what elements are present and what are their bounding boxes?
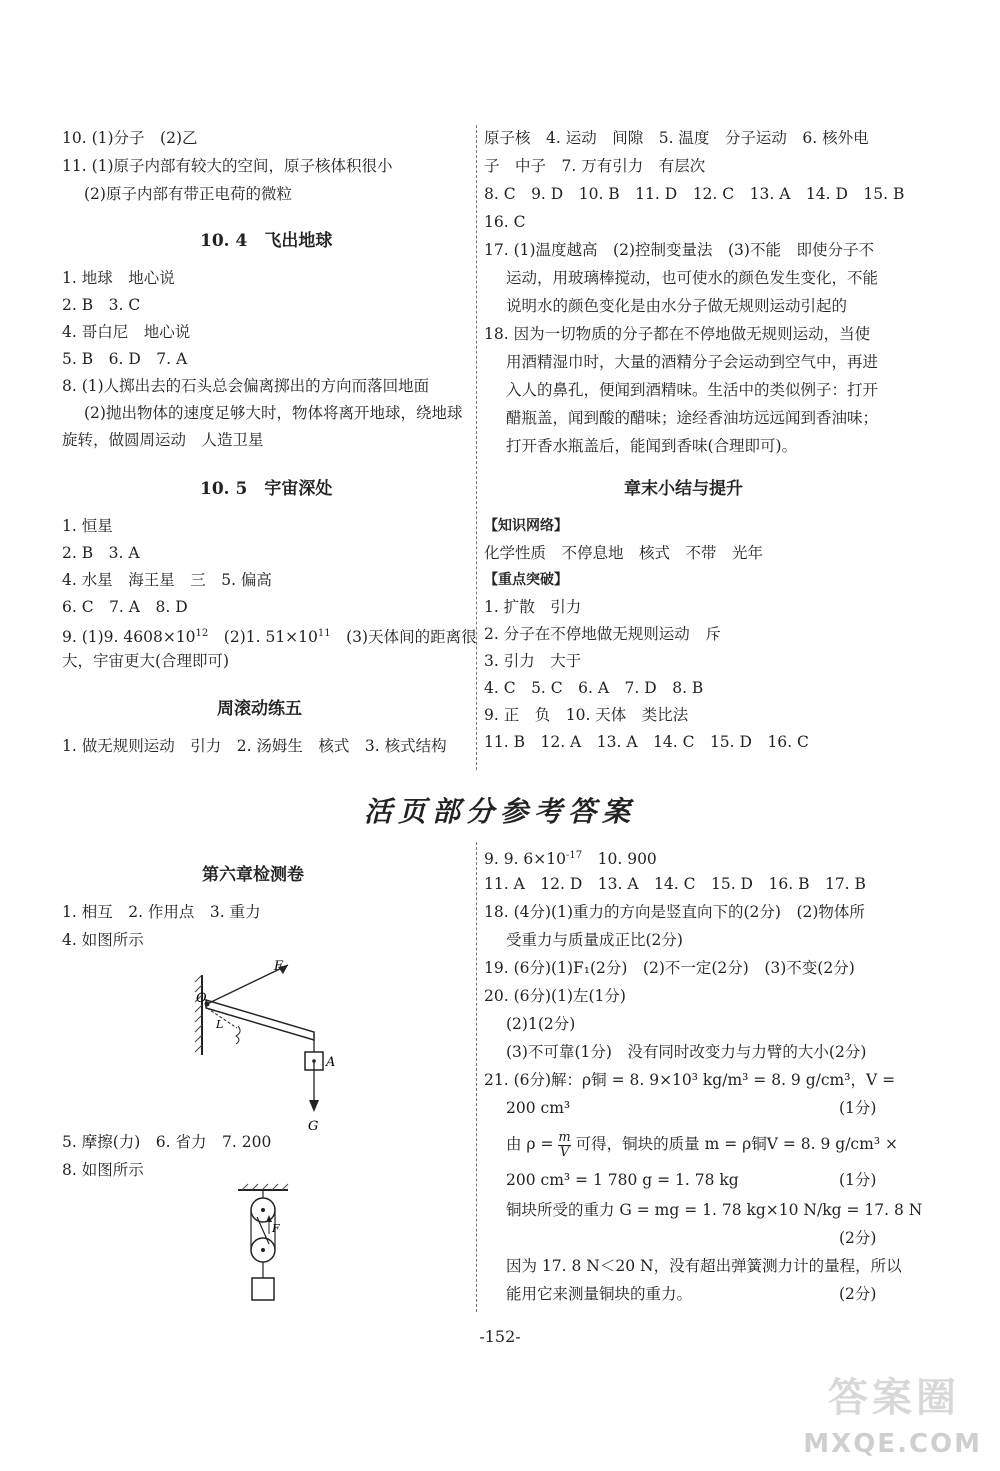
answer-line: 1. 相互 2. 作用点 3. 重力: [62, 903, 261, 921]
mass-over-volume-fraction: $\frac{m}{V}$: [558, 1129, 571, 1160]
bottom-left-column: [62, 860, 472, 1320]
answer-line-q9: 9. 9. $6\times 10^{-17}$ 10. 900: [484, 850, 657, 869]
answer-line: 5. 摩擦(力) 6. 省力 7. 200: [62, 1133, 272, 1151]
answer-line-density-formula: 由 ρ = $\frac{m}{V}$ 可得，铜块的质量 m = ρ铜V = 8. 9 g/cm³ ×: [506, 1129, 898, 1160]
score-note: (2分): [839, 1285, 877, 1303]
answer-line: 17. (1)温度越高 (2)控制变量法 (3)不能 即使分子不: [484, 241, 874, 259]
answer-line: 16. C: [484, 213, 526, 231]
top-left-column: [62, 128, 477, 768]
answer-line: 4. 哥白尼 地心说: [62, 323, 191, 341]
section-title-10-5: 10. 5 宇宙深处: [200, 479, 333, 499]
answer-line: 21. (6分)解：ρ铜 = 8. 9×10³ kg/m³ = 8. 9 g/cm³，V =: [484, 1071, 896, 1089]
answer-line: 说明水的颜色变化是由水分子做无规则运动引起的: [506, 297, 848, 315]
answer-line: 铜块所受的重力 G = mg = 1. 78 kg×10 N/kg = 17. 8 N: [506, 1201, 923, 1219]
answer-line: 8. (1)人掷出去的石头总会偏离掷出的方向而落回地面: [62, 377, 430, 395]
score-note: (1分): [839, 1099, 877, 1117]
answer-line: 1. 地球 地心说: [62, 269, 175, 287]
knowledge-network-label: 【知识网络】: [484, 518, 568, 534]
answer-line: (3)不可靠(1分) 没有同时改变力与力臂的大小(2分): [506, 1043, 867, 1061]
section-title-summary: 章末小结与提升: [624, 479, 743, 499]
answer-line: 用酒精湿巾时，大量的酒精分子会运动到空气中，再进: [506, 353, 879, 371]
answer-line: (2)原子内部有带正电荷的微粒: [84, 185, 292, 203]
answer-line: 11. (1)原子内部有较大的空间，原子核体积很小: [62, 157, 393, 175]
lever-diagram: [192, 960, 362, 1140]
answer-line: (2)抛出物体的速度足够大时，物体将离开地球，绕地球: [84, 404, 463, 422]
answer-line: 醋瓶盖，闻到酸的醋味；途经香油坊远远闻到香油味；: [506, 409, 879, 427]
answer-line: (2)1(2分): [506, 1015, 576, 1033]
answer-line: 5. B 6. D 7. A: [62, 350, 188, 368]
answer-line: 大，宇宙更大(合理即可): [62, 652, 230, 670]
pivot-label-o: O: [196, 991, 207, 1006]
score-note: (1分): [839, 1171, 877, 1189]
answer-line: 1. 做无规则运动 引力 2. 汤姆生 核式 3. 核式结构: [62, 737, 447, 755]
section-title-chapter6-test: 第六章检测卷: [202, 865, 304, 885]
answer-line-q9: 9. (1)9. $4608\times 10^{12}$ (2)1. $51\times 10^{11}$ (3)天体间的距离很: [62, 628, 477, 647]
watermark-logo: 答案圈: [828, 1375, 960, 1421]
answer-line: 旋转，做圆周运动 人造卫星: [62, 431, 264, 449]
answer-line: 11. A 12. D 13. A 14. C 15. D 16. B 17. B: [484, 875, 866, 893]
answer-line: 受重力与质量成正比(2分): [506, 931, 683, 949]
answer-line: 200 cm³: [506, 1099, 571, 1117]
answer-line: 200 cm³ = 1 780 g = 1. 78 kg: [506, 1171, 739, 1189]
column-divider: [476, 842, 477, 1312]
answer-line: 1. 恒星: [62, 517, 113, 535]
answer-line: 能用它来测量铜块的重力。: [506, 1285, 693, 1303]
key-breakthrough-label: 【重点突破】: [484, 572, 568, 588]
answer-line: 子 中子 7. 万有引力 有层次: [484, 157, 706, 175]
arm-label-l: L: [216, 1018, 224, 1031]
top-right-column: [484, 128, 904, 768]
answer-line: 原子核 4. 运动 间隙 5. 温度 分子运动 6. 核外电: [484, 129, 869, 147]
answer-line: 打开香水瓶盖后，能闻到香味(合理即可)。: [506, 437, 798, 455]
column-divider: [476, 125, 477, 770]
answer-line: 8. C 9. D 10. B 11. D 12. C 13. A 14. D 15. B: [484, 185, 905, 203]
answer-line: 化学性质 不停息地 核式 不带 光年: [484, 544, 764, 562]
bottom-right-column: [484, 846, 923, 1316]
answer-line: 2. B 3. A: [62, 544, 140, 562]
score-note: (2分): [839, 1229, 877, 1247]
answer-line: 18. (4分)(1)重力的方向是竖直向下的(2分) (2)物体所: [484, 903, 865, 921]
answer-line: 因为 17. 8 N＜20 N，没有超出弹簧测力计的量程，所以: [506, 1257, 902, 1275]
page-number: -152-: [479, 1327, 521, 1346]
answer-line: 11. B 12. A 13. A 14. C 15. D 16. C: [484, 733, 809, 751]
answer-line: 10. (1)分子 (2)乙: [62, 129, 198, 147]
answer-line: 4. 如图所示: [62, 931, 144, 949]
section-big-title: 活页部分参考答案: [363, 795, 636, 828]
section-title-10-4: 10. 4 飞出地球: [200, 231, 333, 251]
answer-line: 运动，用玻璃棒搅动，也可使水的颜色发生变化，不能: [506, 269, 879, 287]
block-label-a: A: [326, 1055, 336, 1070]
force-label-f: F: [274, 960, 284, 974]
answer-line: 2. B 3. C: [62, 296, 141, 314]
watermark-url: MXQE.COM: [803, 1429, 982, 1459]
answer-line: 9. 正 负 10. 天体 类比法: [484, 706, 689, 724]
answer-line: 20. (6分)(1)左(1分): [484, 987, 626, 1005]
answer-line: 2. 分子在不停地做无规则运动 斥: [484, 625, 721, 643]
section-title-zhou: 周滚动练五: [217, 699, 302, 719]
answer-line: 1. 扩散 引力: [484, 598, 582, 616]
answer-line: 19. (6分)(1)F₁(2分) (2)不一定(2分) (3)不变(2分): [484, 959, 855, 977]
answer-line: 18. 因为一切物质的分子都在不停地做无规则运动，当使: [484, 325, 871, 343]
pulley-diagram: [230, 1182, 310, 1317]
answer-line: 8. 如图所示: [62, 1161, 144, 1179]
answer-line: 入人的鼻孔，便闻到酒精味。生活中的类似例子：打开: [506, 381, 879, 399]
force-label-f: F: [272, 1222, 280, 1235]
answer-line: 6. C 7. A 8. D: [62, 598, 188, 616]
gravity-label-g: G: [308, 1119, 319, 1134]
answer-line: 3. 引力 大于: [484, 652, 582, 670]
answer-line: 4. C 5. C 6. A 7. D 8. B: [484, 679, 704, 697]
answer-line: 4. 水星 海王星 三 5. 偏高: [62, 571, 272, 589]
